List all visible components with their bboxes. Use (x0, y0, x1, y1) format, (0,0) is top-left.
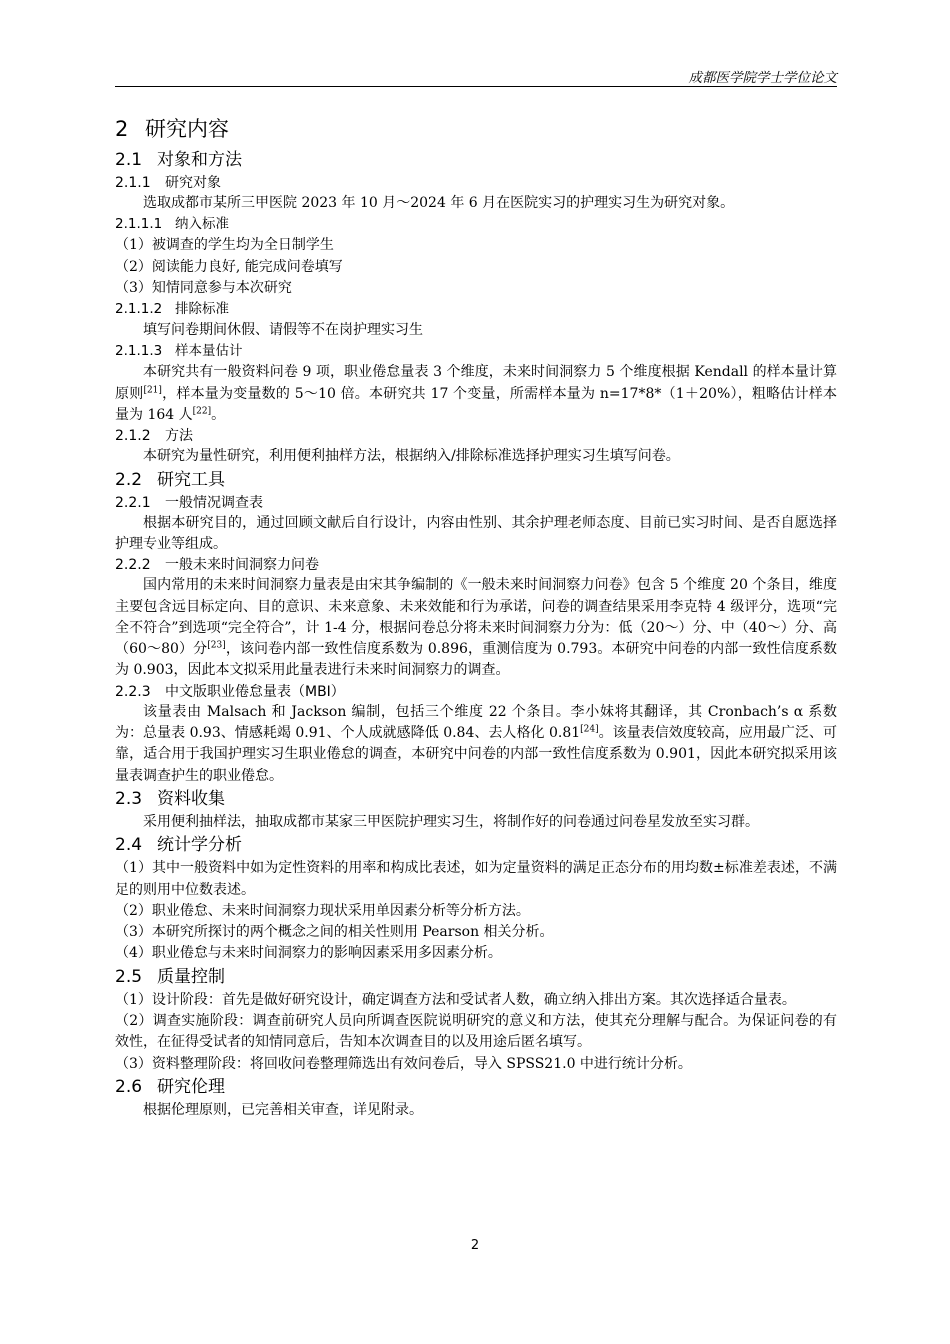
header-rule (115, 86, 837, 87)
section-title: 统计学分析 (157, 835, 242, 856)
text-run: 该量表由 Malsach 和 Jackson 编制，包括三个维度 22 个条目。李小妹将其翻译，其 Cronbach’s α 系数为：总量表 0.93、情感耗竭 0.91、个人成就感降低 0.84、去人格化 0.81 (115, 703, 837, 742)
page-number: 2 (470, 1238, 480, 1253)
section-heading-2-2-2 (115, 555, 837, 575)
section-heading-2-3 (115, 787, 837, 812)
section-number: 2.2.3 (115, 683, 151, 700)
section-title: 一般情况调查表 (165, 494, 263, 511)
page-content (115, 110, 837, 1121)
section-title: 研究伦理 (157, 1076, 225, 1097)
section-heading-2-1 (115, 148, 837, 173)
section-number: 2.1.1.1 (115, 216, 163, 233)
section-title: 排除标准 (175, 301, 229, 318)
section-heading-2-2 (115, 468, 837, 493)
section-title: 对象和方法 (157, 150, 242, 170)
paragraph: 根据伦理原则，已完善相关审查，详见附录。 (143, 1101, 423, 1118)
section-heading-2-2-1 (115, 493, 837, 513)
paragraph: 采用便利抽样法，抽取成都市某家三甲医院护理实习生，将制作好的问卷通过问卷星发放至实习群。 (143, 813, 759, 830)
section-heading-2-6 (115, 1075, 837, 1100)
text-run: ，该问卷内部一致性信度系数为 0.896，重测信度为 0.793。本研究中问卷的内部一致性信度系数为 0.903，因此本文拟采用此量表进行未来时间洞察力的调查。 (115, 641, 837, 679)
section-title: 一般未来时间洞察力问卷 (165, 557, 319, 574)
paragraph (115, 702, 837, 787)
citation-ref: [23] (207, 640, 226, 651)
paragraph (115, 362, 837, 426)
list-item: （1）其中一般资料中如为定性资料的用率和构成比表述，如为定量资料的满足正态分布的用均数±标准差表述，不满足的则用中位数表述。 (115, 860, 837, 898)
section-title: 中文版职业倦怠量表（MBI） (165, 683, 345, 700)
section-heading-2-1-2 (115, 426, 837, 446)
section-heading-2-1-1 (115, 173, 837, 193)
text-run: ，样本量为变量数的 5～10 倍。本研究共 17 个变量，所需样本量为 n=17*8*（1＋20%），粗略估计样本量为 164 人 (115, 385, 837, 424)
section-heading-2-1-1-2 (115, 299, 837, 320)
running-header: 成都医学院学士学位论文 (688, 70, 837, 86)
section-number: 2.1.1.3 (115, 343, 163, 360)
section-heading-2-1-1-3 (115, 341, 837, 362)
text-run: 国内常用的未来时间洞察力量表是由宋其争编制的《一般未来时间洞察力问卷》包含 5 个维度 20 个条目，维度主要包含远目标定向、目的意识、未来意象、未来效能和行为承诺，问卷的调查结果采用李克特 4 级评分，选项“完全不符合”到选项“完全符合”，计 1-4 分，根据问卷总分将未来时间洞察力分为：低（20～）分、中（40～）分、高（60～80）分 (115, 577, 837, 658)
section-heading-2-2-3 (115, 682, 837, 702)
chapter-heading (115, 110, 837, 148)
section-number: 2.2 (115, 469, 143, 490)
section-heading-2-1-1-1 (115, 214, 837, 235)
section-number: 2.1.1 (115, 175, 151, 191)
section-title: 纳入标准 (175, 216, 229, 233)
list-item: （1）设计阶段：首先是做好研究设计，确定调查方法和受试者人数，确立纳入排出方案。其次选择适合量表。 (115, 991, 796, 1008)
chapter-title: 研究内容 (145, 117, 229, 141)
list-item: （3）知情同意参与本次研究 (115, 279, 292, 296)
citation-ref: [21] (143, 385, 162, 396)
paragraph: 选取成都市某所三甲医院 2023 年 10 月～2024 年 6 月在医院实习的护理实习生为研究对象。 (143, 195, 735, 211)
paragraph: 本研究为量性研究，利用便利抽样方法，根据纳入/排除标准选择护理实习生填写问卷。 (143, 448, 680, 465)
list-item: （3）本研究所探讨的两个概念之间的相关性则用 Pearson 相关分析。 (115, 924, 554, 941)
section-number: 2.2.1 (115, 494, 151, 511)
citation-ref: [24] (580, 724, 599, 735)
paragraph: 根据本研究目的，通过回顾文献后自行设计，内容由性别、其余护理老师态度、目前已实习时间、是否自愿选择护理专业等组成。 (115, 514, 837, 552)
section-number: 2.1 (115, 150, 143, 170)
list-item: （3）资料整理阶段：将回收问卷整理筛选出有效问卷后，导入 SPSS21.0 中进行统计分析。 (115, 1055, 692, 1072)
section-heading-2-5 (115, 965, 837, 990)
section-number: 2.2.2 (115, 557, 151, 574)
section-heading-2-4 (115, 833, 837, 858)
section-title: 质量控制 (157, 966, 225, 987)
section-number: 2.6 (115, 1076, 143, 1097)
section-title: 研究对象 (165, 175, 221, 191)
text-run: 。该量表信效度较高，应用最广泛、可靠，适合用于我国护理实习生职业倦怠的调查，本研究中问卷的内部一致性信度系数为 0.901，因此本研究拟采用该量表调查护生的职业倦怠。 (115, 725, 837, 784)
list-item: （2）调查实施阶段：调查前研究人员向所调查医院说明研究的意义和方法，使其充分理解与配合。为保证问卷的有效性，在征得受试者的知情同意后，告知本次调查目的以及用途后匿名填写。 (115, 1013, 837, 1051)
list-item: （2）阅读能力良好, 能完成问卷填写 (115, 258, 343, 275)
citation-ref: [22] (192, 406, 212, 417)
list-item: （1）被调查的学生均为全日制学生 (115, 237, 334, 254)
section-title: 资料收集 (157, 788, 225, 809)
section-number: 2.3 (115, 788, 143, 809)
paragraph (115, 575, 837, 681)
list-item: （4）职业倦怠与未来时间洞察力的影响因素采用多因素分析。 (115, 945, 502, 962)
section-title: 方法 (165, 428, 193, 445)
section-number: 2.5 (115, 966, 143, 987)
chapter-number: 2 (115, 117, 129, 141)
text-run: 本研究共有一般资料问卷 9 项，职业倦怠量表 3 个维度，未来时间洞察力 5 个维度根据 Kendall 的样本量计算原则 (115, 364, 837, 402)
list-item: （2）职业倦怠、未来时间洞察力现状采用单因素分析等分析方法。 (115, 902, 530, 919)
paragraph: 填写问卷期间休假、请假等不在岗护理实习生 (143, 322, 423, 339)
section-number: 2.1.1.2 (115, 301, 163, 318)
section-title: 研究工具 (157, 469, 225, 490)
section-number: 2.1.2 (115, 428, 151, 445)
text-run: 。 (211, 407, 226, 424)
section-number: 2.4 (115, 835, 143, 856)
section-title: 样本量估计 (175, 343, 243, 360)
